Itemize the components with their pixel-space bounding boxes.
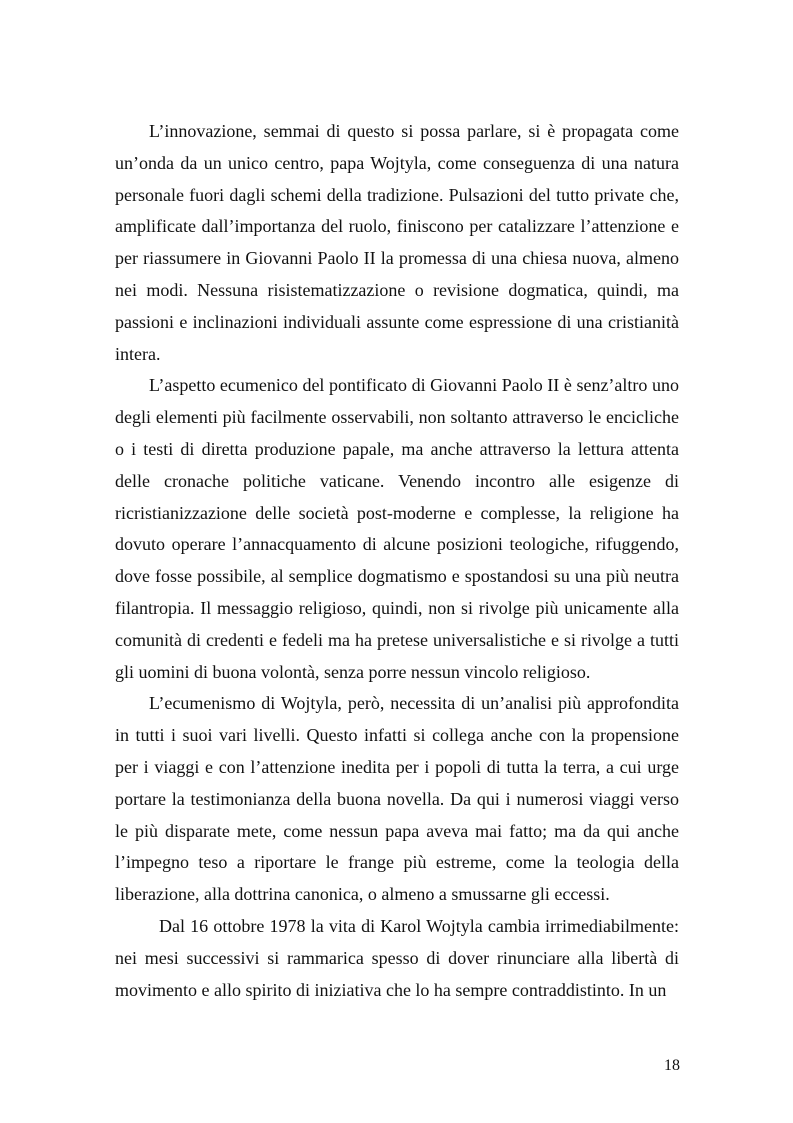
paragraph-4: Dal 16 ottobre 1978 la vita di Karol Wojtyla cambia irrimediabilmente: nei mesi successivi si rammarica spesso di dover rinunciare alla libertà di movimento e allo spirito di iniziativa che lo ha sempre contraddistinto. In un [115, 915, 679, 1000]
body-text [115, 116, 679, 1006]
paragraph-1: L’innovazione, semmai di questo si possa parlare, si è propagata come un’onda da un unico centro, papa Wojtyla, come conseguenza di una natura personale fuori dagli schemi della tradizione. Pulsazioni del tutto private che, amplificate dall’importanza del ruolo, finiscono per catalizzare l’attenzione e per riassumere in Giovanni Paolo II la promessa di una chiesa nuova, almeno nei modi. Nessuna risistematizzazione o revisione dogmatica, quindi, ma passioni e inclinazioni individuali assunte come espressione di una cristianità intera. [115, 121, 679, 364]
paragraph-3: L’ecumenismo di Wojtyla, però, necessita di un’analisi più approfondita in tutti i suoi vari livelli. Questo infatti si collega anche con la propensione per i viaggi e con l’attenzione inedita per i popoli di tutta la terra, a cui urge portare la testimonianza della buona novella. Da qui i numerosi viaggi verso le più disparate mete, come nessun papa aveva mai fatto; ma da qui anche l’impegno teso a riportare le frange più estreme, come la teologia della liberazione, alla dottrina canonica, o almeno a smussarne gli eccessi. [115, 693, 679, 905]
paragraph-2: L’aspetto ecumenico del pontificato di Giovanni Paolo II è senz’altro uno degli elementi più facilmente osservabili, non soltanto attraverso le encicliche o i testi di diretta produzione papale, ma anche attraverso la lettura attenta delle cronache politiche vaticane. Venendo incontro alle esigenze di ricristianizzazione delle società post-moderne e complesse, la religione ha dovuto operare l’annacquamento di alcune posizioni teologiche, rifuggendo, dove fosse possibile, al semplice dogmatismo e spostandosi su una più neutra filantropia. Il messaggio religioso, quindi, non si rivolge più unicamente alla comunità di credenti e fedeli ma ha pretese universalistiche e si rivolge a tutti gli uomini di buona volontà, senza porre nessun vincolo religioso. [115, 375, 679, 682]
page-number: 18 [664, 1057, 680, 1074]
